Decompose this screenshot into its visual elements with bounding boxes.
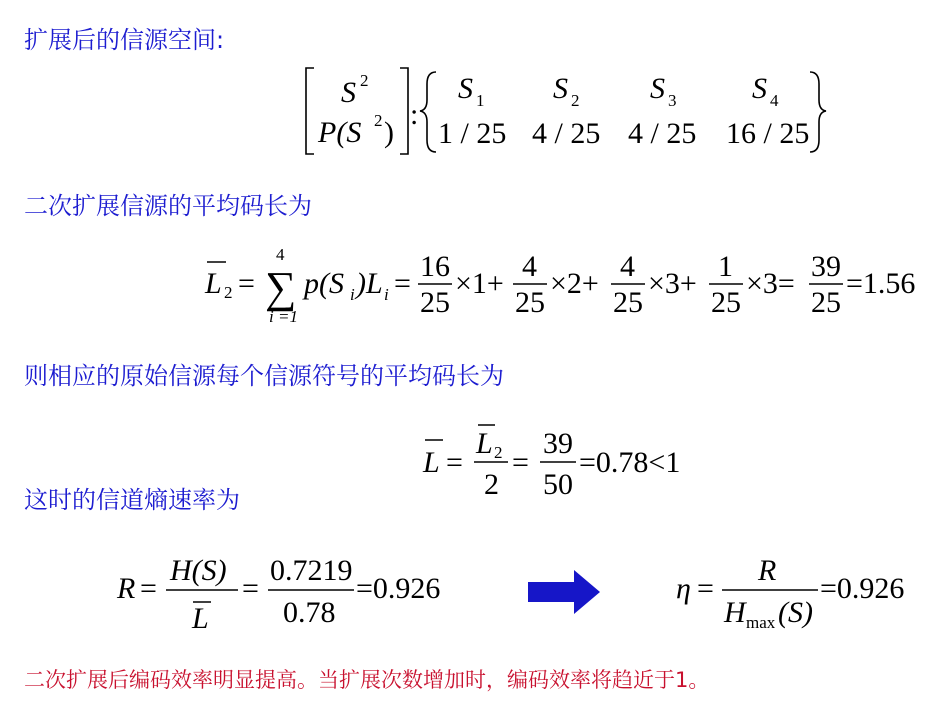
- lhs-sub: 2: [224, 283, 233, 302]
- frac2-after: ×2+: [550, 267, 599, 300]
- symbol-s2-sub: 2: [571, 91, 580, 110]
- frac1-after: ×1+: [455, 267, 504, 300]
- rate-eq2: =: [242, 572, 259, 605]
- heading-avg-length: 二次扩展信源的平均码长为: [24, 192, 312, 220]
- matrix-s-squared: S: [341, 76, 356, 109]
- symbol-s2: S: [553, 72, 568, 105]
- frac2-num: 4: [522, 250, 537, 283]
- orig-lhs: L: [423, 446, 440, 479]
- rate-eq1: =: [140, 572, 157, 605]
- symbol-s1-sub: 1: [476, 91, 485, 110]
- symbol-s1: S: [458, 72, 473, 105]
- eff-lhs: η: [676, 572, 691, 605]
- eff-result: =0.926: [820, 572, 905, 605]
- frac3-num: 4: [620, 250, 635, 283]
- orig-frac1-den: 2: [484, 468, 499, 501]
- frac5-after: =1.56: [846, 267, 916, 300]
- symbol-s3: S: [650, 72, 665, 105]
- symbol-s3-sub: 3: [668, 91, 677, 110]
- sum-top: 4: [276, 245, 285, 264]
- frac3-den: 25: [613, 286, 643, 319]
- lhs-l: L: [205, 267, 222, 300]
- eff-den-sub: max: [746, 613, 776, 632]
- orig-frac2-den: 50: [543, 468, 573, 501]
- matrix-p-s-a: P(S: [318, 116, 362, 149]
- conclusion-note: 二次扩展后编码效率明显提高。当扩展次数增加时，编码效率将趋近于1。: [24, 668, 710, 692]
- eq-sign-2: =: [394, 267, 411, 300]
- frac3-after: ×3+: [648, 267, 697, 300]
- symbol-s4: S: [752, 72, 767, 105]
- frac1-den: 25: [420, 286, 450, 319]
- orig-frac1-num-sub: 2: [494, 443, 503, 462]
- term-p: p(S: [304, 267, 344, 300]
- orig-eq2: =: [512, 446, 529, 479]
- right-arrow-icon: [528, 570, 600, 614]
- colon: :: [410, 98, 419, 131]
- heading-rate: 这时的信道熵速率为: [24, 486, 240, 514]
- frac5-den: 25: [811, 286, 841, 319]
- rate-num1: H(S): [170, 554, 227, 587]
- rate-den1: L: [192, 602, 209, 635]
- frac4-den: 25: [711, 286, 741, 319]
- rate-num2: 0.7219: [270, 554, 353, 587]
- orig-frac1-num: L: [476, 427, 493, 460]
- frac5-num: 39: [811, 250, 841, 283]
- orig-eq1: =: [446, 446, 463, 479]
- heading-orig-length: 则相应的原始信源每个信源符号的平均码长为: [24, 362, 504, 390]
- eq-sign-1: =: [238, 267, 255, 300]
- term-sub-i2: i: [384, 285, 389, 304]
- prob-3: 4 / 25: [628, 117, 697, 150]
- eff-den-s: (S): [778, 596, 813, 629]
- eff-den-h: H: [724, 596, 746, 629]
- prob-4: 16 / 25: [726, 117, 810, 150]
- sum-bottom: i =1: [269, 307, 298, 326]
- rate-den2: 0.78: [283, 596, 336, 629]
- frac2-den: 25: [515, 286, 545, 319]
- orig-result: =0.78<1: [579, 446, 681, 479]
- orig-frac2-num: 39: [543, 427, 573, 460]
- matrix-p-s-sup: 2: [374, 111, 383, 130]
- frac1-num: 16: [420, 250, 450, 283]
- eff-eq1: =: [697, 572, 714, 605]
- prob-1: 1 / 25: [438, 117, 507, 150]
- eff-num: R: [758, 554, 777, 587]
- frac4-after: ×3=: [746, 267, 795, 300]
- prob-2: 4 / 25: [532, 117, 601, 150]
- heading-source-space: 扩展后的信源空间:: [24, 26, 225, 54]
- matrix-s-squared-sup: 2: [360, 71, 369, 90]
- term-l: )L: [356, 267, 383, 300]
- rate-result: =0.926: [356, 572, 441, 605]
- matrix-p-s-b: ): [384, 116, 394, 149]
- sum-sign: ∑: [265, 263, 297, 312]
- term-sub-i: i: [350, 285, 355, 304]
- symbol-s4-sub: 4: [770, 91, 779, 110]
- rate-lhs: R: [117, 572, 136, 605]
- frac4-num: 1: [718, 250, 733, 283]
